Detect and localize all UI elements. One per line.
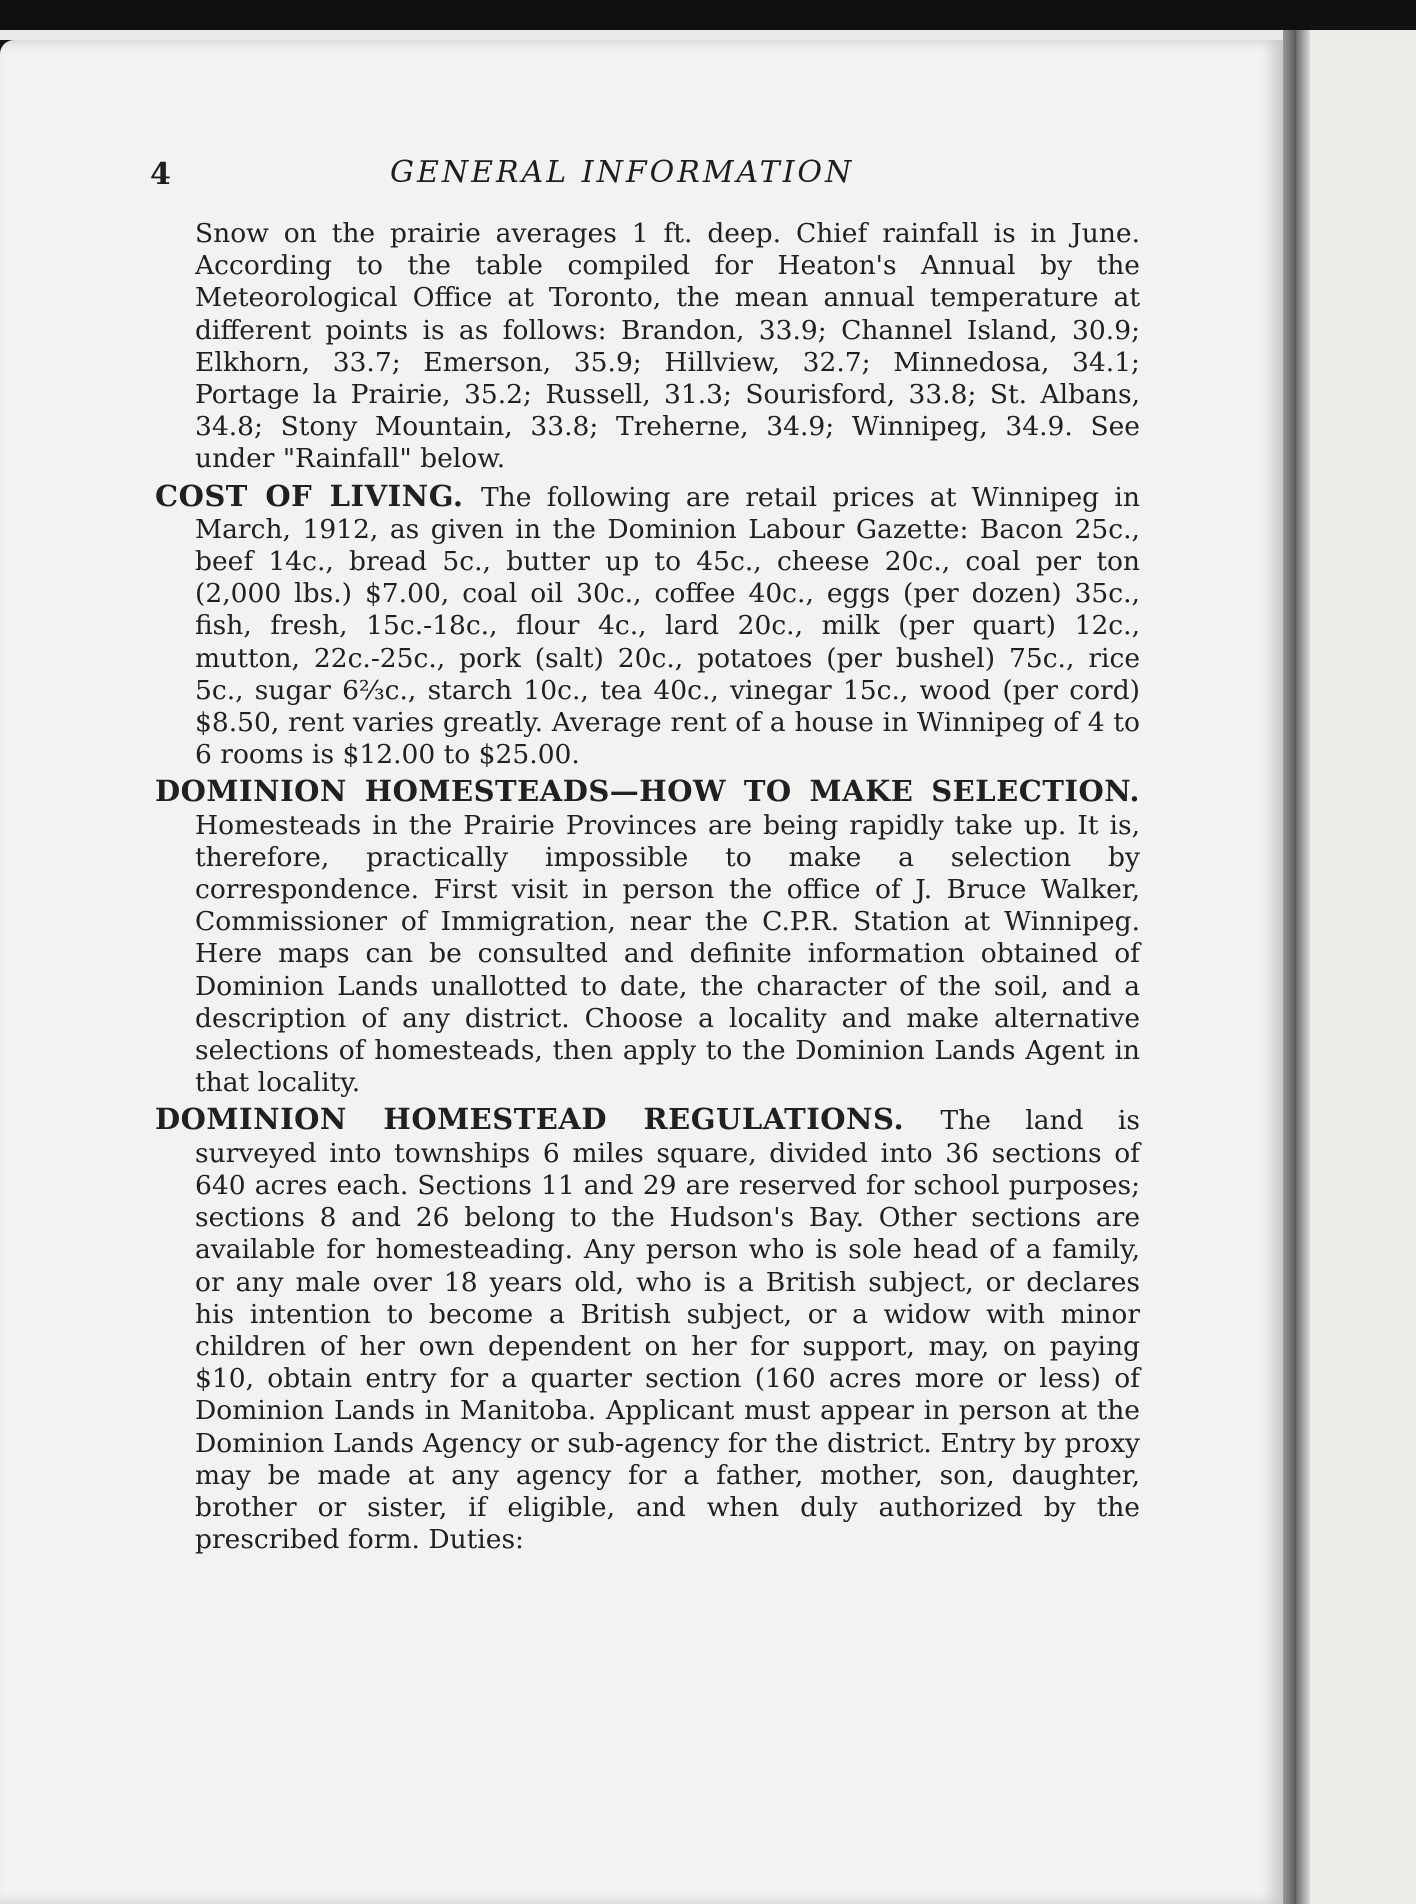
page-header	[150, 155, 1140, 195]
paragraph-text: The following are retail prices at Winnipeg in March, 1912, as given in the Dominion Labour Gazette: Bacon 25c., beef 14c., bread 5c., butter up to 45c., cheese 20c., coal per ton (2,000 lbs.) $7.00, coal oil 30c., coffee 40c., eggs (per dozen) 35c., fish, fresh, 15c.-18c., flour 4c., lard 20c., milk (per quart) 12c., mutton, 22c.-25c., pork (salt) 20c., potatoes (per bushel) 75c., rice 5c., sugar 6⅔c., starch 10c., tea 40c., vinegar 15c., wood (per cord) $8.50, rent varies greatly. Average rent of a house in Winnipeg of 4 to 6 rooms is $12.00 to $25.00.	[195, 481, 1140, 771]
page-body	[155, 218, 1140, 1560]
paragraph-homestead-selection	[155, 775, 1140, 1099]
running-title: GENERAL INFORMATION	[390, 155, 855, 190]
scan-background	[0, 0, 1416, 30]
scan-top-edge	[0, 0, 1416, 40]
paragraph-climate	[155, 218, 1140, 476]
facing-page-edge	[1296, 30, 1416, 1904]
paragraph-homestead-regulations	[155, 1103, 1140, 1556]
section-heading: COST OF LIVING.	[155, 478, 481, 513]
paragraph-text: Snow on the prairie averages 1 ft. deep. Chief rainfall is in June. According to the table compiled for Heaton's Annual by the Meteorological Office at Toronto, the mean annual temperature at different points is as follows: Brandon, 33.9; Channel Island, 30.9; Elkhorn, 33.7; Emerson, 35.9; Hillview, 32.7; Minnedosa, 34.1; Portage la Prairie, 35.2; Russell, 31.3; Sourisford, 33.8; St. Albans, 34.8; Stony Mountain, 33.8; Treherne, 34.9; Winnipeg, 34.9. See under "Rainfall" below.	[195, 218, 1140, 475]
page-number: 4	[150, 157, 171, 192]
section-heading: DOMINION HOMESTEAD REGULATIONS.	[155, 1102, 941, 1137]
paragraph-text: The land is surveyed into townships 6 miles square, divided into 36 sections of 640 acres each. Sections 11 and 29 are reserved for school purposes; sections 8 and 26 belong to the Hudson's Bay. Other sections are available for homesteading. Any person who is sole head of a family, or any male over 18 years old, who is a British subject, or declares his intention to become a British subject, or a widow with minor children of her own dependent on her for support, may, on paying $10, obtain entry for a quarter section (160 acres more or less) of Dominion Lands in Manitoba. Applicant must appear in person at the Dominion Lands Agency or sub-agency for the district. Entry by proxy may be made at any agency for a father, mother, son, daughter, brother or sister, if eligible, and when duly authorized by the prescribed form. Duties:	[195, 1105, 1140, 1556]
page-edge-shadow	[1283, 30, 1296, 1904]
paragraph-text: Homesteads in the Prairie Provinces are being rapidly take up. It is, therefore, practically impossible to make a selection by correspondence. First visit in person the office of J. Bruce Walker, Commissioner of Immigration, near the C.P.R. Station at Winnipeg. Here maps can be consulted and definite information obtained of Dominion Lands unallotted to date, the character of the soil, and a description of any district. Choose a locality and make alternative selections of homesteads, then apply to the Dominion Lands Agent in that locality.	[195, 809, 1140, 1099]
section-heading: DOMINION HOMESTEADS—HOW TO MAKE SELECTION.	[155, 774, 1140, 809]
page-gutter	[1296, 30, 1310, 1904]
paragraph-cost-of-living	[155, 480, 1140, 772]
